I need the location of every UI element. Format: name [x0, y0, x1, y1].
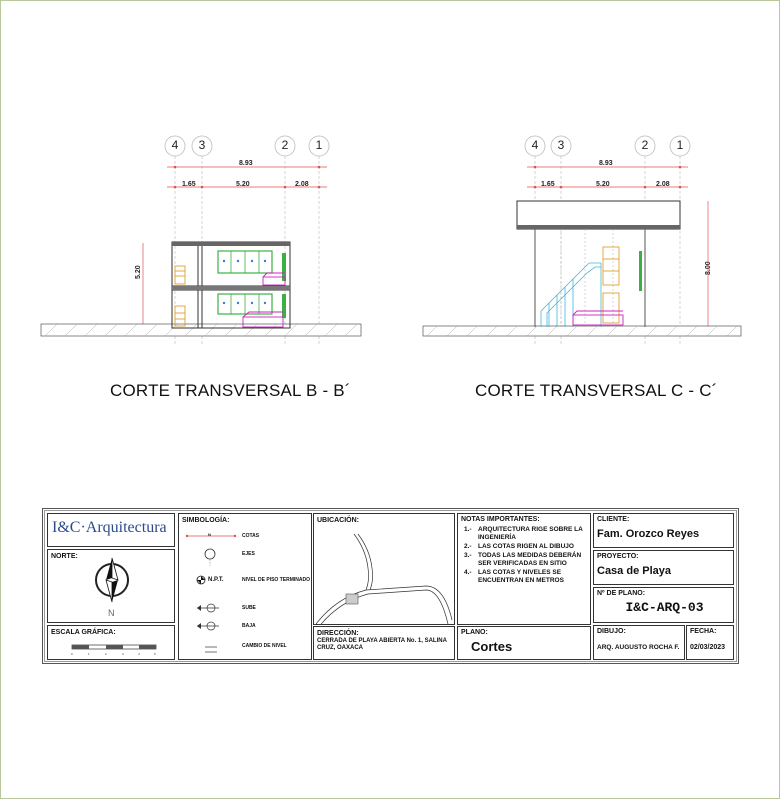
north-letter: N — [108, 608, 115, 618]
address-label: DIRECCIÓN: — [317, 630, 359, 637]
date-box — [686, 625, 734, 660]
location-map — [316, 528, 454, 624]
axis-symbol-letter: N — [208, 532, 211, 537]
svg-text:0: 0 — [71, 652, 73, 656]
notes-list — [464, 526, 590, 586]
total-dimension: 8.93 — [239, 160, 253, 167]
axis-label-3: 3 — [557, 138, 565, 152]
svg-text:3: 3 — [122, 652, 124, 656]
logo-box — [47, 513, 175, 547]
dimension-3: 2.08 — [295, 181, 309, 188]
drawn-by-label: DIBUJO: — [597, 628, 626, 635]
north-box — [47, 549, 175, 623]
symbol-npt-desc: NIVEL DE PISO TERMINADO — [242, 577, 310, 583]
note-item: 3.- TODAS LAS MEDIDAS DEBERÁN SER VERIFICADAS EN SITIO — [464, 552, 582, 567]
plan-box — [457, 626, 591, 660]
symbols-svg — [183, 524, 243, 660]
notes-label: NOTAS IMPORTANTES: — [461, 516, 540, 523]
total-dimension: 8.93 — [599, 160, 613, 167]
dimension-2: 5.20 — [596, 181, 610, 188]
symbol-ejes: EJES — [242, 551, 255, 557]
axis-label-2: 2 — [641, 138, 649, 152]
client-label: CLIENTE: — [597, 516, 630, 523]
svg-text:2: 2 — [105, 652, 107, 656]
location-label: UBICACIÓN: — [317, 517, 359, 524]
drawn-by-box — [593, 625, 685, 660]
drawing-number-box — [593, 587, 734, 623]
height-dimension: 8.00 — [705, 261, 712, 275]
svg-text:1: 1 — [88, 652, 90, 656]
symbol-npt: N.P.T. — [208, 577, 224, 583]
axis-label-2: 2 — [281, 138, 289, 152]
drawing-number-value: I&C-ARQ-03 — [625, 600, 704, 615]
symbol-sube: SUBE — [242, 605, 256, 611]
section-b-svg — [1, 1, 391, 361]
drawing-number-label: Nº DE PLANO: — [597, 590, 646, 597]
project-value: Casa de Playa — [597, 565, 671, 577]
symbols-box — [178, 513, 312, 660]
date-label: FECHA: — [690, 628, 717, 635]
notes-box — [457, 513, 591, 625]
axis-label-1: 1 — [315, 138, 323, 152]
dimension-3: 2.08 — [656, 181, 670, 188]
north-arrow-icon — [92, 556, 132, 608]
note-item: 1.- ARQUITECTURA RIGE SOBRE LA INGENIERÍA — [464, 526, 583, 541]
graphic-scale-icon — [70, 643, 158, 657]
section-c-svg — [391, 1, 780, 361]
axis-label-1: 1 — [676, 138, 684, 152]
project-label: PROYECTO: — [597, 553, 639, 560]
north-label: NORTE: — [51, 553, 78, 560]
dimension-1: 1.65 — [541, 181, 555, 188]
date-value: 02/03/2023 — [690, 644, 726, 651]
svg-text:5: 5 — [154, 652, 156, 656]
note-item: 4.- LAS COTAS Y NIVELES SE ENCUENTRAN EN METROS — [464, 569, 564, 584]
scale-label: ESCALA GRÁFICA: — [51, 629, 116, 636]
symbol-baja: BAJA — [242, 623, 256, 629]
location-box — [313, 513, 455, 625]
dimension-1: 1.65 — [182, 181, 196, 188]
symbols-label: SIMBOLOGÍA: — [182, 517, 230, 524]
plan-label: PLANO: — [461, 629, 488, 636]
project-box — [593, 550, 734, 585]
address-box — [313, 626, 455, 660]
note-item: 2.- LAS COTAS RIGEN AL DIBUJO — [464, 543, 574, 550]
axis-label-3: 3 — [198, 138, 206, 152]
section-c-title: CORTE TRANSVERSAL C - C´ — [475, 381, 718, 400]
height-dimension: 5.20 — [135, 265, 142, 279]
company-logo: I&C·Arquitectura — [52, 519, 167, 536]
section-b-title: CORTE TRANSVERSAL B - B´ — [110, 381, 351, 400]
dimension-2: 5.20 — [236, 181, 250, 188]
client-value: Fam. Orozco Reyes — [597, 528, 700, 540]
scale-box — [47, 625, 175, 660]
drawn-by-value: ARQ. AUGUSTO ROCHA F. — [597, 644, 680, 651]
client-box — [593, 513, 734, 548]
symbol-cotas: COTAS — [242, 533, 260, 539]
plan-value: Cortes — [471, 639, 513, 654]
axis-label-4: 4 — [531, 138, 539, 152]
address-value: CERRADA DE PLAYA ABIERTA No. 1, SALINA CRUZ, OAXACA — [317, 638, 447, 651]
svg-text:4: 4 — [138, 652, 140, 656]
axis-label-4: 4 — [171, 138, 179, 152]
symbol-cambio: CAMBIO DE NIVEL — [242, 643, 287, 649]
